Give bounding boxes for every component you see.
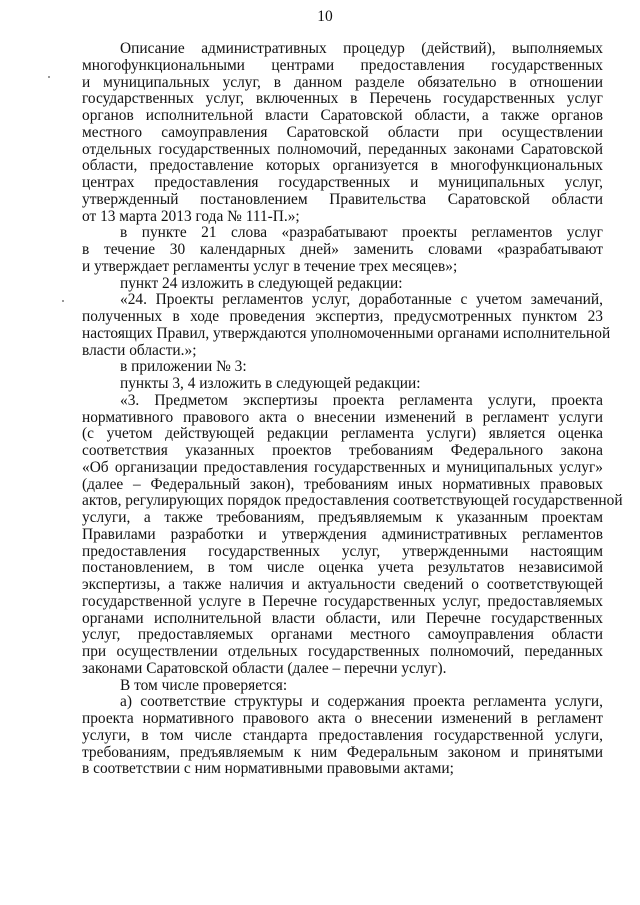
- text-line: а) соответствие структуры и содержания проекта регламента услуги,: [120, 693, 603, 711]
- text-line: в соответствии с ним нормативными правовыми актами;: [82, 760, 454, 778]
- text-line: «Об организации предоставления государственных и муниципальных услуг»: [82, 458, 603, 476]
- text-line: полученных в ходе проведения экспертиз, предусмотренных пунктом 23: [82, 308, 603, 325]
- scan-speck: [48, 76, 50, 78]
- text-line: пункты 3, 4 изложить в следующей редакции:: [120, 375, 421, 392]
- text-line: многофункциональными центрами предоставления государственных: [82, 56, 603, 74]
- text-line: государственных услуг, включенных в Перечень государственных услуг: [82, 90, 603, 108]
- text-line: центрах предоставления государственных и муниципальных услуг,: [82, 174, 603, 191]
- text-line: законами Саратовской области (далее – перечни услуг).: [82, 659, 447, 677]
- text-line: органами исполнительной власти области, или Перечне государственных: [82, 609, 603, 627]
- text-line: отдельных государственных полномочий, переданных законами Саратовской: [82, 140, 603, 158]
- text-line: постановлением, в том числе оценка учета результатов независимой: [82, 559, 603, 577]
- text-line: (с учетом действующей редакции регламента услуги) является оценка: [82, 425, 603, 443]
- paragraph: [82, 694, 603, 778]
- text-line: настоящих Правил, утверждаются уполномоченными органами исполнительной: [82, 324, 611, 342]
- text-line: нормативного правового акта о внесении изменений в регламент услуги: [82, 408, 603, 426]
- text-line: органов исполнительной власти Саратовской области, а также органов: [82, 107, 603, 124]
- text-line: актов, регулирующих порядок предоставления соответствующей государственной: [82, 492, 623, 510]
- paragraph: [82, 276, 603, 293]
- paragraph: [82, 41, 603, 225]
- text-line: области, предоставление которых организуется в многофункциональных: [82, 157, 603, 175]
- document-body: [82, 40, 623, 778]
- text-line: в приложении № 3:: [120, 358, 247, 376]
- text-line: государственной услуге в Перечне государственных услуг, предоставляемых: [82, 592, 603, 610]
- text-line: проекта нормативного правового акта о внесении изменений в регламент: [82, 710, 603, 727]
- text-line: услуг, предоставляемых органами местного самоуправления области: [82, 626, 603, 644]
- text-line: и утверждает регламенты услуг в течение трех месяцев»;: [82, 257, 458, 275]
- paragraph: [82, 678, 603, 695]
- text-line: услуги, а также требованиям, предъявляемым к указанным проектам: [82, 509, 603, 526]
- paragraph: [82, 225, 603, 275]
- scan-speck: [62, 300, 64, 302]
- text-line: экспертизы, а также наличия и актуальности сведений о соответствующей: [82, 576, 603, 593]
- page-number: 10: [317, 8, 333, 25]
- text-line: от 13 марта 2013 года № 111-П.»;: [82, 207, 300, 225]
- paragraph: [82, 376, 603, 393]
- text-line: утвержденный постановлением Правительства Саратовской области: [82, 190, 603, 208]
- text-line: местного самоуправления Саратовской области при осуществлении: [82, 123, 603, 141]
- paragraph: [82, 359, 603, 376]
- text-line: предоставления государственных услуг, утвержденными настоящим: [82, 542, 603, 560]
- text-line: «24. Проекты регламентов услуг, доработанные с учетом замечаний,: [120, 291, 603, 309]
- text-line: Правилами разработки и утверждения административных регламентов: [82, 525, 603, 543]
- text-line: услуги, в том числе стандарта предоставления государственной услуги,: [82, 726, 603, 744]
- text-line: (далее – Федеральный закон), требованиям иных нормативных правовых: [82, 475, 603, 493]
- paragraph: [82, 391, 623, 678]
- text-line: власти области.»;: [82, 341, 197, 359]
- text-line: соответствия указанных проектов требованиям Федерального закона: [82, 442, 603, 459]
- text-line: в пункте 21 слова «разрабатывают проекты регламентов услуг: [120, 224, 603, 242]
- paragraph: [82, 291, 611, 359]
- text-line: и муниципальных услуг, в данном разделе обязательно в отношении: [82, 73, 603, 91]
- text-line: требованиям, предъявляемым к ним Федеральным законом и принятыми: [82, 743, 603, 761]
- text-line: пункт 24 изложить в следующей редакции:: [120, 274, 403, 292]
- text-line: «3. Предметом экспертизы проекта регламента услуги, проекта: [120, 391, 603, 409]
- text-line: В том числе проверяется:: [120, 676, 288, 694]
- text-line: при осуществлении отдельных государственных полномочий, переданных: [82, 643, 603, 660]
- text-line: в течение 30 календарных дней» заменить словами «разрабатывают: [82, 241, 603, 258]
- text-line: Описание административных процедур (действий), выполняемых: [120, 40, 603, 57]
